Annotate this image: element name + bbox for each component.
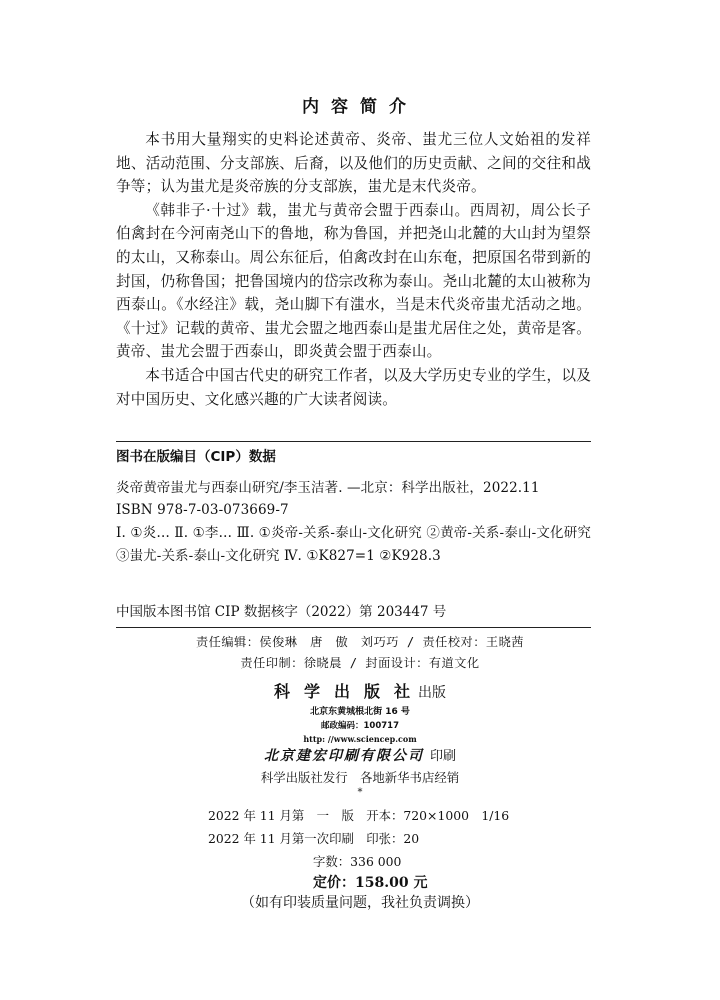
publisher-website: http: //www.sciencep.com bbox=[303, 734, 417, 744]
intro-body bbox=[116, 128, 591, 411]
publisher-postcode: 邮政编码：100717 bbox=[321, 721, 399, 731]
intro-title: 内容简介 bbox=[302, 97, 418, 117]
intro-paragraph: 本书适合中国古代史的研究工作者，以及大学历史专业的学生，以及对中国历史、文化感兴趣的广大读者阅读。 bbox=[116, 366, 591, 408]
cip-heading: 图书在版编目（CIP）数据 bbox=[116, 449, 276, 465]
intro-paragraph: 本书用大量翔实的史料论述黄帝、炎帝、蚩尤三位人文始祖的发祥地、活动范围、分支部族、后裔，以及他们的历史贡献、之间的交往和战争等；认为蚩尤是炎帝族的分支部族，蚩尤是末代炎帝。 bbox=[116, 131, 591, 196]
intro-paragraph: 《韩非子·十过》载，蚩尤与黄帝会盟于西泰山。西周初，周公长子伯禽封在今河南尧山下的鲁地，称为鲁国，并把尧山北麓的大山封为望祭的太山，又称泰山。周公东征后，伯禽改封在山东奄，把原国名带到新的封国，仍称鲁国；把鲁国境内的岱宗改称为泰山。尧山北麓的太山被称为西泰山。《水经注》载，尧山脚下有滍水，当是末代炎帝蚩尤活动之地。《十过》记载的黄帝、蚩尤会盟之地西泰山是蚩尤居住之处，黄帝是客。黄帝、蚩尤会盟于西泰山，即炎黄会盟于西泰山。 bbox=[116, 201, 591, 361]
cip-check-number: 中国版本图书馆 CIP 数据核字（2022）第 203447 号 bbox=[116, 604, 447, 620]
cip-isbn: ISBN 978-7-03-073669-7 bbox=[116, 502, 289, 518]
publisher-address: 北京东黄城根北街 16 号 bbox=[310, 707, 410, 717]
divider-bottom bbox=[116, 627, 591, 628]
divider-top bbox=[116, 441, 591, 442]
price-label: 定价： bbox=[313, 875, 355, 891]
word-count: 字数：336 000 bbox=[313, 854, 402, 869]
publisher-name: 科学出版社 bbox=[273, 682, 424, 701]
price-line bbox=[313, 872, 427, 894]
distribution-line: 科学出版社发行 各地新华书店经销 bbox=[260, 770, 460, 785]
separator-star: * bbox=[357, 787, 363, 798]
production-credit: 责任印制：徐晓晨 / 封面设计：有道文化 bbox=[240, 656, 480, 670]
printer-suffix: 印刷 bbox=[429, 749, 456, 764]
quality-notice: （如有印装质量问题，我社负责调换） bbox=[241, 895, 479, 911]
printing-line: 2022 年 11 月第一次印刷 印张：20 bbox=[208, 831, 420, 846]
editors-credit: 责任编辑：侯俊琳 唐 傲 刘巧巧 / 责任校对：王晓茜 bbox=[195, 635, 524, 649]
edition-line: 2022 年 11 月第 一 版 开本：720×1000 1/16 bbox=[208, 808, 510, 823]
price-value: 158.00 元 bbox=[355, 875, 428, 891]
publisher-line bbox=[0, 681, 720, 704]
cip-title-line: 炎帝黄帝蚩尤与西泰山研究/李玉洁著. —北京：科学出版社，2022.11 bbox=[116, 480, 540, 496]
printer-name: 北京建宏印刷有限公司 bbox=[263, 748, 424, 764]
cip-classification: Ⅰ. ①炎… Ⅱ. ①李… Ⅲ. ①炎帝-关系-泰山-文化研究 ②黄帝-关系-泰山-文化研究 ③蚩尤-关系-泰山-文化研究 Ⅳ. ①K827=1 ②K928.3 bbox=[116, 525, 591, 564]
publisher-suffix: 出版 bbox=[418, 685, 446, 701]
printer-line bbox=[0, 745, 720, 767]
